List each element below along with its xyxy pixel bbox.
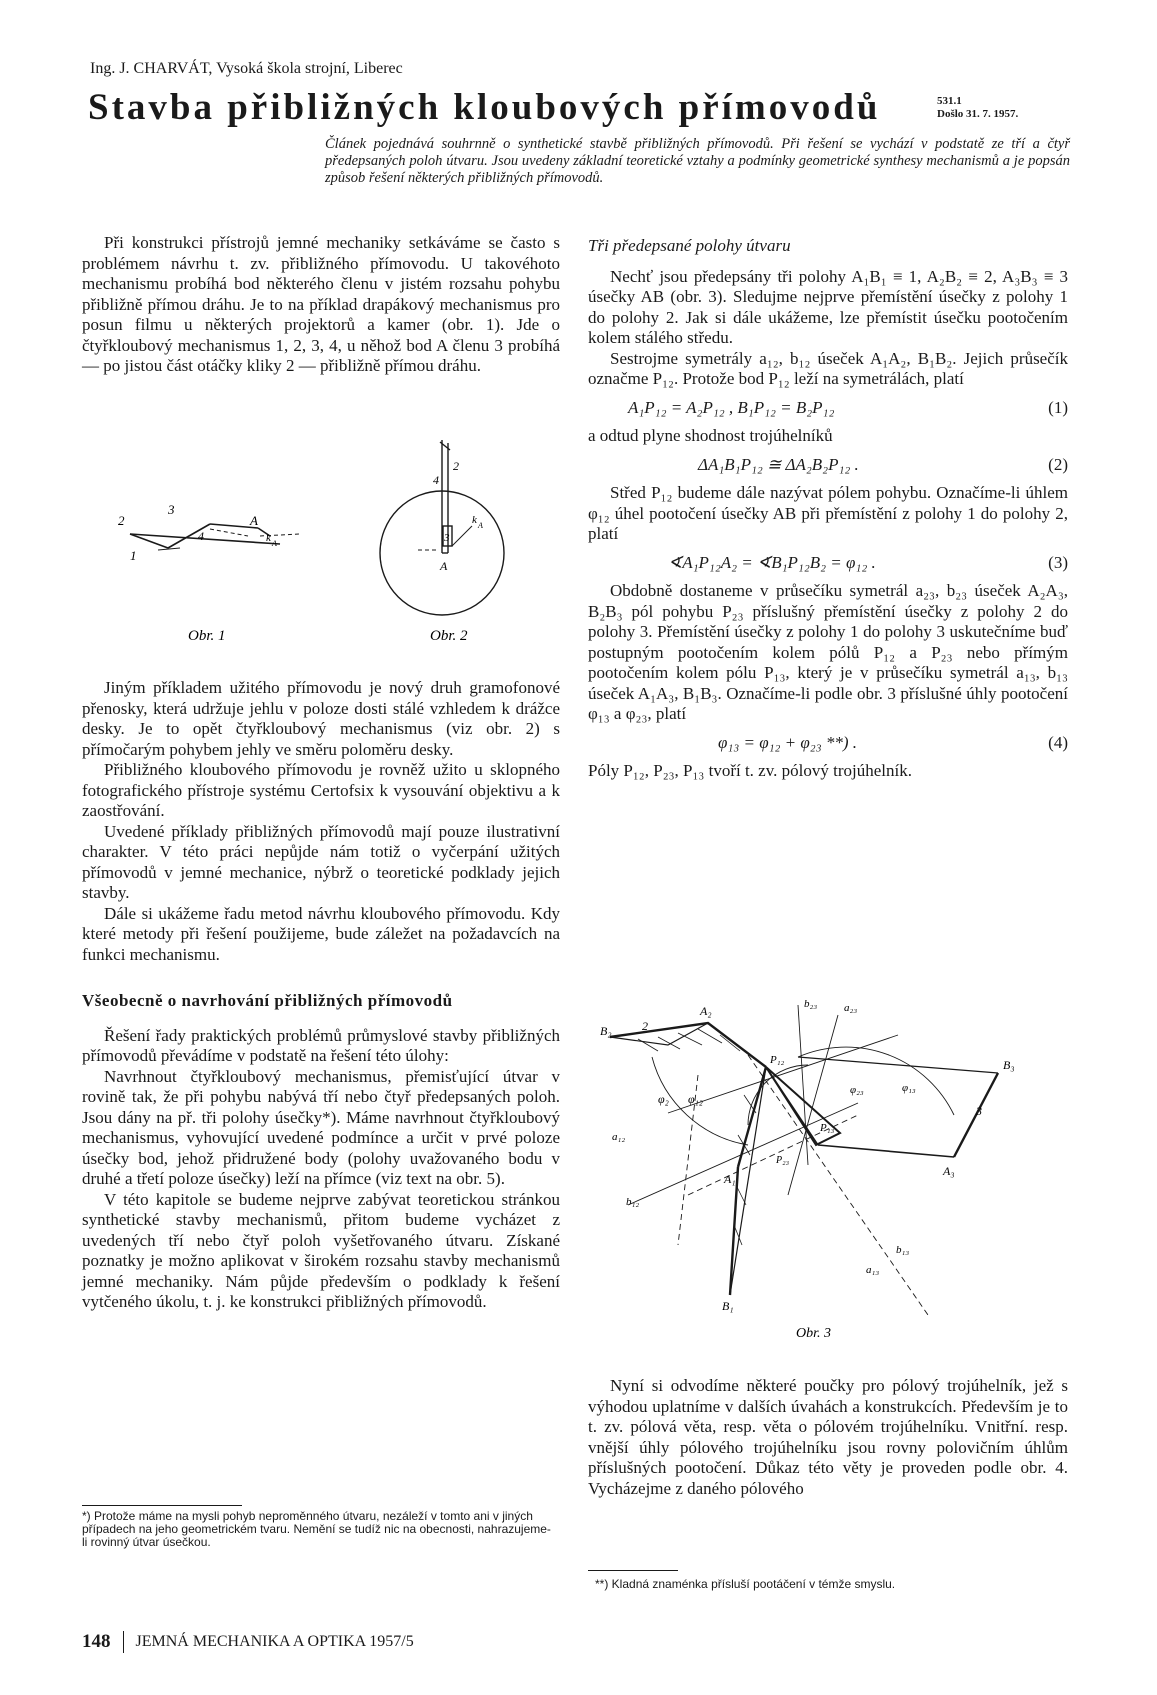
paragraph: Přibližného kloubového přímovodu je rovněž užito u sklopného fotografického přístroje systému Certofsix k vysouvání objektivu a k zaostřování.	[82, 760, 560, 820]
article-title: Stavba přibližných kloubových přímovodů	[88, 87, 881, 128]
equation-body: ∢A₁P₁₂A₂ = ∢B₁P₁₂B₂ = φ₁₂ .	[668, 552, 876, 572]
fig1-label: 1	[130, 548, 137, 563]
page-footer	[82, 1631, 414, 1653]
footer-divider	[123, 1631, 124, 1653]
paragraph: Nechť jsou předepsány tři polohy A₁B₁ ≡ 1, A₂B₂ ≡ 2, A₃B₃ ≡ 3 úsečky AB (obr. 3). Sledujme nejprve přemístění úsečky z polohy 1 do polohy 2. Jak si dále ukážeme, lze přemístit úsečku pootočením kolem stálého středu.	[588, 266, 1068, 347]
equation-2	[698, 455, 1068, 476]
paragraph: Nyní si odvodíme některé poučky pro pólový trojúhelník, jež s výhodou uplatníme v dalších úvahách a konstrukcích. Především je to t. zv. pólová věta, resp. věta o pólovém trojúhelníku. Vnitřní. resp. vnější úhly pólového trojúhelníku jsou rovny polovičním úhlům příslušných pootočení. Důkaz této věty je proveden podle obr. 4. Vycházejme z daného pólového	[588, 1376, 1068, 1498]
subsection-heading: Tři předepsané polohy útvaru	[588, 236, 791, 255]
journal-name: JEMNÁ MECHANIKA A OPTIKA 1957/5	[135, 1633, 414, 1650]
fig3-label: b₁₃	[896, 1244, 910, 1256]
equation-body: A₁P₁₂ = A₂P₁₂ , B₁P₁₂ = B₂P₁₂	[628, 397, 835, 417]
fig1-label: A	[250, 513, 258, 528]
fig3-label: φ₁₂	[688, 1092, 703, 1106]
section-heading: Všeobecně o navrhování přibližných přímovodů	[82, 991, 453, 1010]
paragraph: Uvedené příklady přibližných přímovodů mají pouze ilustrativní charakter. V této práci nepůjde nám totiž o vyčerpání užitých přímovodů v jemné mechanice, nýbrž o teoretické podklady jejich stavby.	[82, 821, 560, 902]
right-lower	[588, 1376, 1068, 1499]
paragraph: Dále si ukážeme řadu metod návrhu kloubového přímovodu. Kdy které metody při řešení použijeme, bude záležet na požadavcích na funkci mechanismu.	[82, 903, 560, 964]
fig1-label: k	[266, 532, 271, 544]
footnote-right: **) Kladná znaménka přísluší pootáčení v témže smyslu.	[595, 1577, 896, 1591]
paragraph: Střed P₁₂ budeme dále nazývat pólem pohybu. Označíme-li úhlem φ₁₂ úhel pootočení úsečky AB při přemístění z polohy 1 do polohy 2, platí	[588, 483, 1068, 543]
equation-number: (4)	[1048, 732, 1068, 752]
fig3-label: A₂	[700, 1004, 712, 1018]
fig3-label: φ₂₃	[850, 1084, 864, 1096]
footnote-rule	[82, 1505, 242, 1506]
paragraph: Sestrojme symetrály a₁₂, b₁₂ úseček A₁A₂, B₁B₂. Jejich průsečík označme P₁₂. Protože bod P₁₂ leží na symetrálách, platí	[588, 348, 1068, 388]
author-line: Ing. J. CHARVÁT, Vysoká škola strojní, Liberec	[90, 60, 403, 77]
fig2-label: A	[440, 559, 448, 573]
fig3-label: A₁	[724, 1172, 736, 1186]
footnote-rule	[588, 1570, 678, 1571]
fig1-label: 4	[198, 529, 204, 543]
left-body	[82, 678, 560, 1313]
equation-3	[668, 553, 1068, 574]
fig2-label: 2	[453, 459, 459, 473]
figure-3	[598, 995, 1058, 1340]
fig3-label: P₁₂	[770, 1054, 785, 1066]
fig2-label: 3	[444, 532, 450, 544]
paragraph: Póly P₁₂, P₂₃, P₁₃ tvoří t. zv. pólový trojúhelník.	[588, 761, 912, 780]
fig2-caption: Obr. 2	[430, 628, 468, 644]
right-body	[588, 236, 1068, 782]
equation-number: (2)	[1048, 454, 1068, 474]
paragraph: Navrhnout čtyřkloubový mechanismus, přemisťující útvar v rovině tak, že při pohybu nabývá tří nebo čtyř předepsaných poloh. Jsou dány na př. tři polohy úsečky*). Máme navrhnout čtyřkloubový mechanismus, vyhovující uvedené podmínce a určit v prvé poloze úsečky bod, jehož přidružené body (polohy uvažovaného bodu v druhé a třetí poloze úsečky) leží na přímce (viz text na obr. 5).	[82, 1066, 560, 1188]
fig3-label: 3	[976, 1104, 982, 1118]
fig3-label: 2	[642, 1019, 648, 1033]
figure-3-drawing	[610, 1005, 998, 1315]
article-meta	[937, 95, 1018, 121]
figures-1-2	[100, 440, 560, 650]
paragraph: a odtud plyne shodnost trojúhelníků	[588, 426, 833, 445]
fig3-label: a₂₃	[844, 1002, 858, 1014]
fig3-label: B₂	[600, 1024, 612, 1038]
fig3-label: P₁₃	[820, 1122, 835, 1134]
equation-number: (1)	[1048, 397, 1068, 417]
fig3-label: φ₁₃	[902, 1082, 916, 1094]
left-intro	[82, 233, 560, 377]
fig2-label: k	[472, 514, 477, 526]
paragraph: Řešení řady praktických problémů průmyslové stavby přibližných přímovodů převádíme v podstatě na řešení této úlohy:	[82, 1025, 560, 1065]
equation-1	[628, 398, 1068, 419]
equation-number: (3)	[1048, 552, 1068, 572]
fig2-label: A	[478, 521, 483, 530]
fig3-label: φ₂	[658, 1092, 669, 1106]
paragraph: V této kapitole se budeme nejprve zabývat teoretickou stránkou synthetické stavby mechanismů, přitom budeme vycházet z uvedených tří nebo čtyř poloh vyšetřovaného útvaru. Získané poznatky je možno aplikovat v širokém rozsahu stavby mechanismů jemné mechaniky. Nám půjde především o podklady k řešení vytčeného úkolu, t. j. ke konstrukci přibližných přímovodů.	[82, 1189, 560, 1311]
paragraph: Jiným příkladem užitého přímovodu je nový druh gramofonové přenosky, která udržuje jehlu v poloze dosti stálé vzhledem k drážce desky. Je to opět čtyřkloubový mechanismus (viz obr. 2) s přímočarým pohybem jehly ve směru poloměru desky.	[82, 678, 560, 759]
fig3-label: a₁₃	[866, 1264, 880, 1276]
fig1-label: A	[272, 539, 277, 548]
fig1-label: 2	[118, 513, 125, 528]
fig3-label: B₁	[722, 1299, 734, 1313]
footnote-left: *) Protože máme na mysli pohyb neproměnného útvaru, nezáleží v tomto ani v jiných případech na jeho geometrickém tvaru. Nemění se tudíž nic na obecnosti, nahrazujeme-li rovinný útvar úsečkou.	[82, 1509, 551, 1549]
paragraph: Obdobně dostaneme v průsečíku symetrál a₂₃, b₂₃ úseček A₂A₃, B₂B₃ pól pohybu P₂₃ příslušný přemístění úsečky z polohy 2 do polohy 3. Přemístění úsečky z polohy 1 do polohy 3 uskutečníme buď postupným pootočením kolem pólů P₁₂ a P₂₃ nebo přímým pootočením kolem pólu P₁₃, který je v průsečíku symetrál a₁₃, b₁₃ úseček A₁A₃, B₁B₃. Označíme-li podle obr. 3 příslušné úhly pootočení φ₁₃ a φ₂₃, platí	[588, 581, 1068, 723]
fig3-label: b₂₃	[804, 998, 818, 1010]
equation-4	[718, 733, 1068, 754]
figure-2-drawing	[380, 440, 504, 615]
fig3-label: P₂₃	[776, 1155, 790, 1166]
fig3-label: B₃	[1003, 1058, 1015, 1072]
fig3-caption: Obr. 3	[796, 1326, 832, 1340]
fig2-label: 4	[433, 473, 439, 487]
fig3-label: a₁₂	[612, 1131, 626, 1143]
received-date: Došlo 31. 7. 1957.	[937, 108, 1019, 120]
fig1-caption: Obr. 1	[188, 628, 226, 644]
page-number: 148	[82, 1631, 111, 1652]
fig1-label: 3	[168, 502, 175, 517]
classification-code: 531.1	[937, 95, 962, 107]
fig3-label: A₃	[943, 1164, 955, 1178]
paragraph: Při konstrukci přístrojů jemné mechaniky setkáváme se často s problémem návrhu t. zv. přibližného přímovodu. U takovéhoto mechanismu probíhá bod některého členu v jistém rozsahu pohybu přibližně přímou dráhu. Je to na příklad drapákový mechanismus pro posun filmu u některých projektorů a kamer (obr. 1). Jde o čtyřkloubový mechanismus 1, 2, 3, 4, u něhož bod A členu 3 probíhá — po jistou část otáčky kliky 2 — přibližně přímou dráhu.	[82, 233, 560, 375]
fig3-label: b₁₂	[626, 1196, 640, 1208]
equation-body: φ₁₃ = φ₁₂ + φ₂₃ **) .	[718, 732, 858, 752]
abstract: Článek pojednává souhrnně o synthetické stavbě přibližných přímovodů. Při řešení se vychází v podstatě ze tří a čtyř předepsaných poloh útvaru. Jsou uvedeny základní teoretické vztahy a podmínky geometrické synthesy mechanismů a je popsán způsob řešení některých přibližných přímovodů.	[325, 136, 1070, 186]
equation-body: ΔA₁B₁P₁₂ ≅ ΔA₂B₂P₁₂ .	[698, 454, 859, 474]
